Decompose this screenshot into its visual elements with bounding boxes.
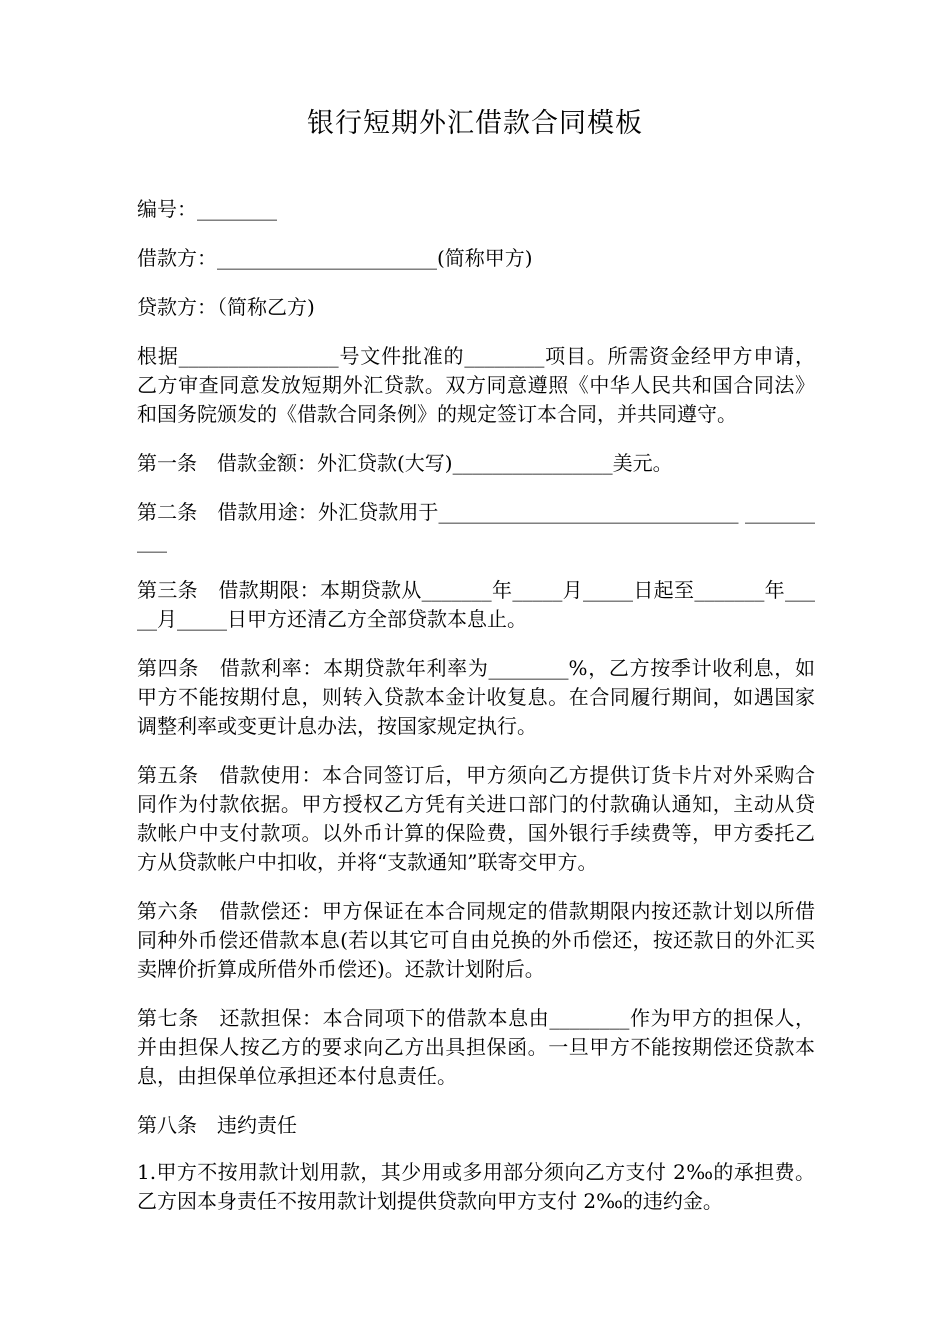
preamble-paragraph: 根据________________号文件批准的________项目。所需资金经甲方申请，乙方审查同意发放短期外汇贷款。双方同意遵照《中华人民共和国合同法》和国务院颁发的《借款合同条例》的规定签订本合同，并共同遵守。 [137, 344, 815, 426]
article-1-loan-amount: 第一条 借款金额：外汇贷款(大写)________________美元。 [137, 451, 673, 475]
article-3-loan-term: 第三条 借款期限：本期贷款从_______年_____月_____日起至_______年_____月_____日甲方还清乙方全部贷款本息止。 [137, 578, 815, 631]
article-2-loan-purpose: 第二条 借款用途：外汇贷款用于______________________________ __________ [137, 500, 815, 553]
article-8-liability-heading: 第八条 违约责任 [137, 1113, 297, 1137]
document-body [137, 195, 815, 1236]
contract-number: 编号：________ [137, 197, 277, 221]
liability-clause-1: 1.甲方不按用款计划用款，其少用或多用部分须向乙方支付 2‰的承担费。乙方因本身责任不按用款计划提供贷款向甲方支付 2‰的违约金。 [137, 1160, 815, 1213]
article-4-interest-rate: 第四条 借款利率：本期贷款年利率为________%，乙方按季计收利息，如甲方不能按期付息，则转入贷款本金计收复息。在合同履行期间，如遇国家调整利率或变更计息办法，按国家规定执行。 [137, 656, 815, 738]
article-6-repayment: 第六条 借款偿还：甲方保证在本合同规定的借款期限内按还款计划以所借同种外币偿还借款本息(若以其它可自由兑换的外币偿还，按还款日的外汇买卖牌价折算成所借外币偿还)。还款计划附后。 [137, 899, 815, 981]
article-7-guarantee: 第七条 还款担保：本合同项下的借款本息由________作为甲方的担保人，并由担保人按乙方的要求向乙方出具担保函。一旦甲方不能按期偿还贷款本息，由担保单位承担还本付息责任。 [137, 1006, 815, 1088]
borrower-line: 借款方：______________________(简称甲方) [137, 246, 533, 270]
lender-line: 贷款方：（简称乙方) [137, 295, 315, 319]
document-title: 银行短期外汇借款合同模板 [307, 108, 643, 139]
article-5-loan-use: 第五条 借款使用：本合同签订后，甲方须向乙方提供订货卡片对外采购合同作为付款依据。甲方授权乙方凭有关进口部门的付款确认通知，主动从贷款帐户中支付款项。以外币计算的保险费，国外银行手续费等，甲方委托乙方从贷款帐户中扣收，并将“支款通知”联寄交甲方。 [137, 763, 815, 874]
